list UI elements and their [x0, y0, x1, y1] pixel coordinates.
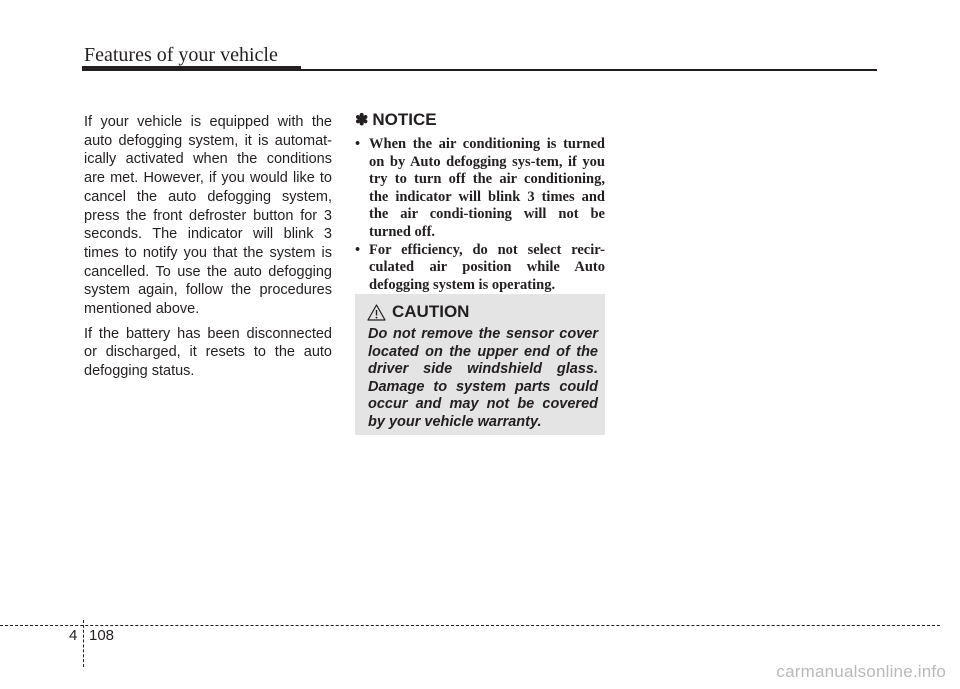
body-paragraph-1: If your vehicle is equipped with the auto defogging system, it is automat-ically activated when the conditions are met. However, if you would like to cancel the auto defogging system, press the front defroster button for 3 seconds. The indicator will blink 3 times to notify you that the system is cancelled. To use the auto defogging system again, follow the procedures mentioned above.	[84, 114, 332, 318]
warning-triangle-icon	[367, 304, 386, 321]
notice-heading	[355, 110, 605, 130]
notice-section	[355, 110, 605, 294]
notice-title: NOTICE	[372, 110, 437, 129]
bullet-icon: •	[355, 136, 361, 152]
page-header-title: Features of your vehicle	[84, 44, 278, 66]
notice-star-icon: ✽	[355, 112, 369, 129]
body-left-column	[84, 113, 332, 387]
body-paragraph-2: If the battery has been disconnected or discharged, it resets to the auto defogging status.	[84, 325, 332, 380]
header-rule-thin	[301, 69, 877, 71]
notice-item	[355, 136, 605, 242]
caution-heading	[367, 302, 469, 322]
header-rule-thick	[82, 66, 301, 71]
footer-divider	[83, 620, 84, 667]
notice-item-text: When the air conditioning is turned on by Auto defogging sys-tem, if you try to turn off the air conditioning, the indicator will blink 3 times and the air condi-tioning will not be turned off.	[369, 136, 605, 240]
footer-chapter-number: 4	[69, 627, 78, 644]
notice-item	[355, 242, 605, 295]
footer-rule	[0, 625, 940, 626]
watermark: carmanualsonline.info	[776, 662, 946, 681]
notice-item-text: For efficiency, do not select recir-culated air position while Auto defogging system is operating.	[369, 241, 605, 293]
caution-box	[355, 294, 605, 435]
caution-text: Do not remove the sensor cover located on the upper end of the driver side windshield glass. Damage to system parts could occur and may not be covered by your vehicle warranty.	[368, 326, 598, 430]
footer-page-number: 108	[89, 627, 115, 644]
notice-list	[355, 136, 605, 294]
caution-title: CAUTION	[392, 302, 470, 321]
bullet-icon: •	[355, 241, 361, 258]
